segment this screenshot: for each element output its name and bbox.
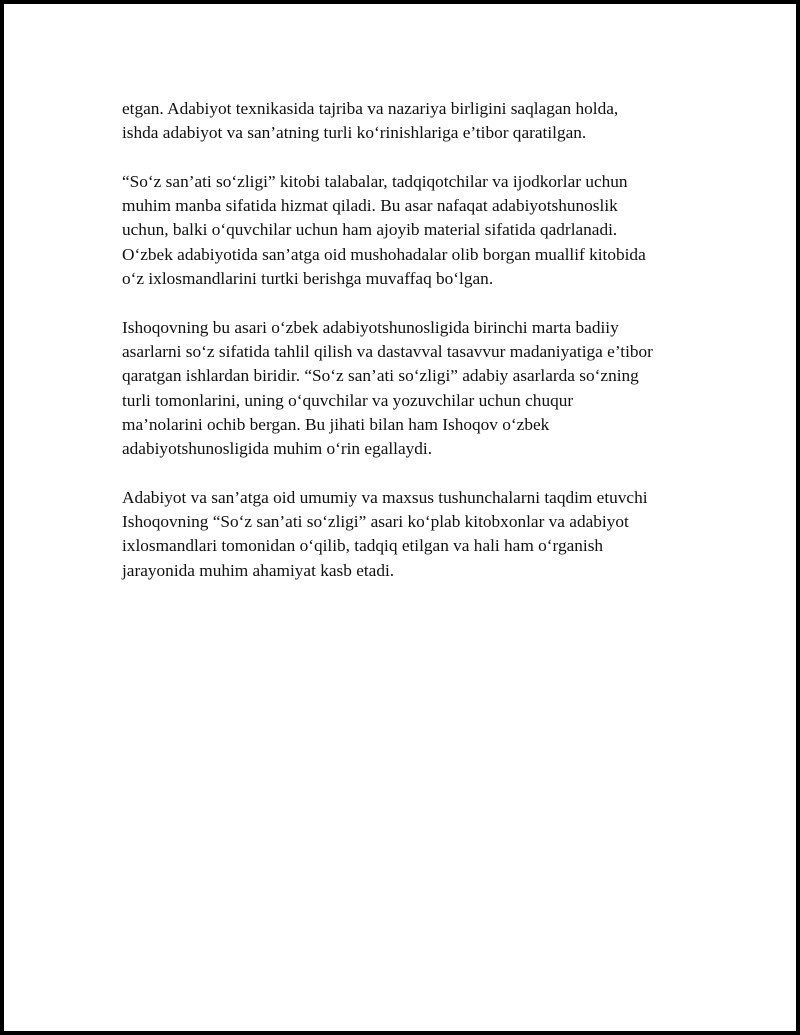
paragraph-3: Ishoqovning bu asari o‘zbek adabiyotshunosligida birinchi marta badiiy asarlarni so‘z sifatida tahlil qilish va dastavval tasavvur madaniyatiga e’tibor qaratgan ishlardan biridir. “So‘z san’ati so‘zligi” adabiy asarlarda so‘zning turli tomonlarini, uning o‘quvchilar va yozuvchilar uchun chuqur ma’nolarini ochib bergan. Bu jihati bilan ham Ishoqov o‘zbek adabiyotshunosligida muhim o‘rin egallaydi. [122, 317, 653, 459]
paragraph-2: “So‘z san’ati so‘zligi” kitobi talabalar, tadqiqotchilar va ijodkorlar uchun muhim manba sifatida hizmat qiladi. Bu asar nafaqat adabiyotshunoslik uchun, balki o‘quvchilar uchun ham ajoyib material sifatida qadrlanadi. O‘zbek adabiyotida san’atga oid mushohadalar olib borgan muallif kitobida o‘z ixlosmandlarini turtki berishga muvaffaq bo‘lgan. [122, 171, 646, 289]
page-content [122, 97, 712, 607]
paragraph-4: Adabiyot va san’atga oid umumiy va maxsus tushunchalarni taqdim etuvchi Ishoqovning “So‘z san’ati so‘zligi” asari ko‘plab kitobxonlar va adabiyot ixlosmandlari tomonidan o‘qilib, tadqiq etilgan va hali ham o‘rganish jarayonida muhim ahamiyat kasb etadi. [122, 487, 648, 580]
paragraph-1: etgan. Adabiyot texnikasida tajriba va nazariya birligini saqlagan holda, ishda adabiyot va san’atning turli ko‘rinishlariga e’tibor qaratilgan. [122, 99, 619, 143]
